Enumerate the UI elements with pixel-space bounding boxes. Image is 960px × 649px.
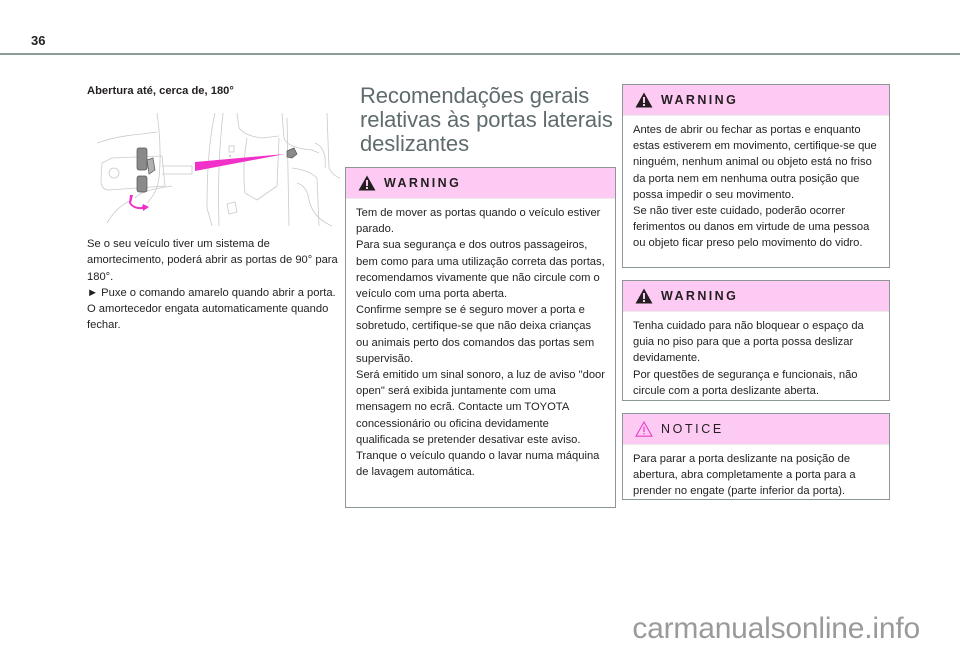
paragraph: Tenha cuidado para não bloquear o espaço da guia no piso para que a porta possa deslizar devidamente. xyxy=(633,320,864,365)
warning-triangle-filled-icon xyxy=(358,175,376,191)
warning-triangle-filled-icon xyxy=(635,92,653,108)
warning-header xyxy=(623,281,889,312)
paragraph: Tranque o veículo quando o lavar numa máquina de lavagem automática. xyxy=(356,450,600,479)
notice-label: NOTICE xyxy=(661,422,724,436)
section-title-line: deslizantes xyxy=(360,131,469,156)
instruction-step: ► Puxe o comando amarelo quando abrir a porta. xyxy=(87,286,336,299)
paragraph: Antes de abrir ou fechar as portas e enquanto estas estiverem em movimento, certifique-se que ninguém, nenhum animal ou objeto está no friso da porta nem em nenhuma outra posição que possa impedir o seu movimento. xyxy=(633,124,877,201)
paragraph: Por questões de segurança e funcionais, não circule com a porta deslizante aberta. xyxy=(633,368,858,397)
paragraph: Para parar a porta deslizante na posição de abertura, abra completamente a porta para a prender no engate (parte inferior da porta). xyxy=(633,453,856,498)
page-number: 36 xyxy=(31,33,46,48)
notice-triangle-outline-icon xyxy=(635,421,653,437)
notice-body xyxy=(623,445,889,507)
section-title xyxy=(360,84,616,156)
section-title-line: relativas às portas laterais xyxy=(360,107,613,132)
left-column xyxy=(87,84,345,98)
warning-label: WARNING xyxy=(384,176,462,190)
notice-box xyxy=(622,413,890,500)
paragraph: Será emitido um sinal sonoro, a luz de aviso "door open" será exibida juntamente com uma mensagem no ecrã. Contacte um TOYOTA concessionário ou oficina devidamente qualificada se pretender desativar este aviso. xyxy=(356,369,605,446)
header-rule xyxy=(0,53,960,55)
warning-body xyxy=(346,199,615,487)
paragraph: Confirme sempre se é seguro mover a porta e sobretudo, certifique-se que não deixa crianças ou animais perto dos comandos das portas sem supervisão. xyxy=(356,304,595,365)
paragraph: Para sua segurança e dos outros passageiros, bem como para uma utilização correta das portas, recomendamos vivamente que não circule com o veículo com uma porta aberta. xyxy=(356,239,605,301)
notice-header xyxy=(623,414,889,445)
paragraph: Se não tiver este cuidado, poderão ocorrer ferimentos ou danos em virtude de uma pessoa ou objeto ficar preso pelo movimento do vidro. xyxy=(633,205,870,250)
door-damper-figure xyxy=(87,108,340,232)
door-damper-illustration-icon xyxy=(87,108,340,232)
paragraph: O amortecedor engata automaticamente quando fechar. xyxy=(87,303,329,332)
warning-body xyxy=(623,312,889,406)
warning-box xyxy=(345,167,616,508)
warning-label: WARNING xyxy=(661,93,739,107)
paragraph: Se o seu veículo tiver um sistema de amortecimento, poderá abrir as portas de 90° para 180°. xyxy=(87,238,338,283)
section-title-line: Recomendações gerais xyxy=(360,83,590,108)
warning-label: WARNING xyxy=(661,289,739,303)
warning-body xyxy=(623,116,889,259)
watermark: carmanualsonline.info xyxy=(632,612,920,645)
warning-box xyxy=(622,280,890,401)
left-body-text xyxy=(87,236,345,334)
warning-header xyxy=(623,85,889,116)
subheading: Abertura até, cerca de, 180° xyxy=(87,85,234,97)
warning-triangle-filled-icon xyxy=(635,288,653,304)
middle-column xyxy=(345,84,616,156)
warning-box xyxy=(622,84,890,268)
warning-header xyxy=(346,168,615,199)
paragraph: Tem de mover as portas quando o veículo estiver parado. xyxy=(356,207,601,236)
